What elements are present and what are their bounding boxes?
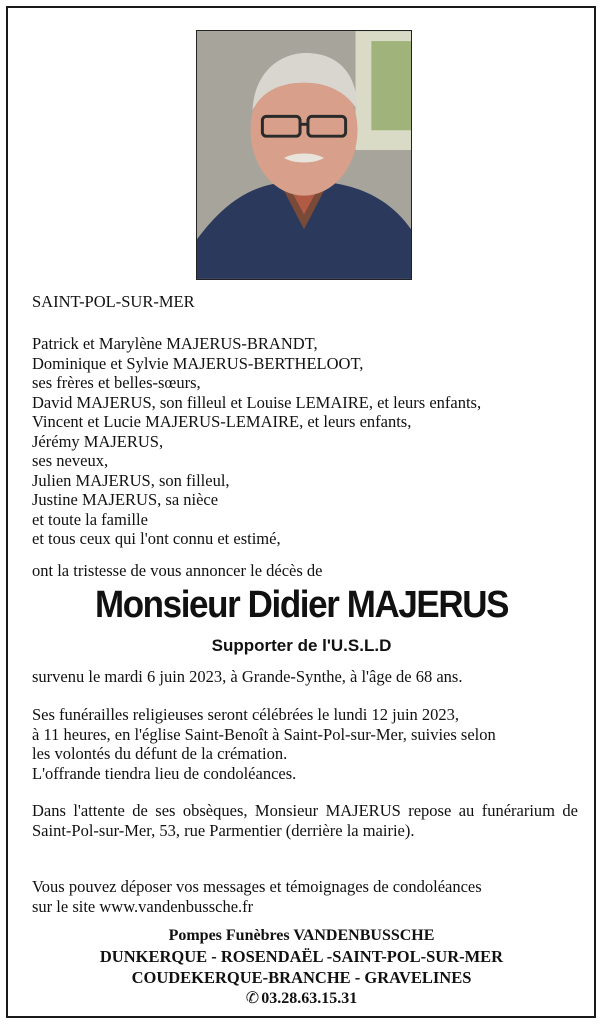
condolences-line: sur le site www.vandenbussche.fr [32, 896, 254, 916]
family-line: ses neveux, [32, 451, 109, 470]
phone-number: 03.28.63.15.31 [261, 990, 358, 1007]
family-line: et tous ceux qui l'ont connu et estimé, [32, 529, 281, 548]
family-line: David MAJERUS, son filleul et Louise LEMAIRE, et leurs enfants, [32, 392, 482, 412]
family-line: Patrick et Marylène MAJERUS-BRANDT, [32, 334, 318, 353]
funeral-line: Ses funérailles religieuses seront célébrées le lundi 12 juin 2023, [32, 705, 460, 724]
family-line: Dominique et Sylvie MAJERUS-BERTHELOOT, [32, 353, 364, 373]
condolences-line: Vous pouvez déposer vos messages et témoignages de condoléances [32, 877, 482, 896]
family-line: Julien MAJERUS, son filleul, [32, 470, 230, 490]
family-line: Jérémy MAJERUS, [32, 431, 164, 451]
family-line: Justine MAJERUS, sa nièce [32, 490, 219, 509]
funeral-home-footer [0, 926, 603, 1010]
funeral-home-name: Pompes Funèbres VANDENBUSSCHE [168, 927, 435, 944]
city-heading: SAINT-POL-SUR-MER [32, 292, 195, 311]
family-line: Vincent et Lucie MAJERUS-LEMAIRE, et leurs enfants, [32, 412, 412, 431]
funeral-line: les volontés du défunt de la crémation. [32, 744, 288, 763]
funeral-paragraph [32, 705, 578, 783]
announcement-intro: ont la tristesse de vous annoncer le décès de [32, 561, 323, 580]
death-details: survenu le mardi 6 juin 2023, à Grande-Synthe, à l'âge de 68 ans. [32, 667, 463, 686]
funeral-home-towns: DUNKERQUE - ROSENDAËL -SAINT-POL-SUR-MER [99, 947, 504, 966]
portrait-photo [196, 30, 412, 280]
family-list [32, 334, 481, 549]
family-line: et toute la famille [32, 509, 148, 529]
funeral-line: L'offrande tiendra lieu de condoléances. [32, 763, 297, 783]
supporter-line: Supporter de l'U.S.L.D [211, 636, 392, 655]
deceased-name: Monsieur Didier MAJERUS [94, 584, 509, 626]
funeral-home-phone [0, 988, 603, 1010]
funeral-line: à 11 heures, en l'église Saint-Benoît à Saint-Pol-sur-Mer, suivies selon [32, 724, 496, 744]
family-line: ses frères et belles-sœurs, [32, 373, 201, 392]
funeral-home-towns: COUDEKERQUE-BRANCHE - GRAVELINES [131, 968, 472, 987]
condolences-paragraph [32, 877, 578, 916]
rest-paragraph: Dans l'attente de ses obsèques, Monsieur MAJERUS repose au funérarium de Saint-Pol-sur-Mer, 53, rue Parmentier (derrière la mairie). [32, 801, 578, 840]
phone-icon: ✆ [245, 990, 260, 1007]
